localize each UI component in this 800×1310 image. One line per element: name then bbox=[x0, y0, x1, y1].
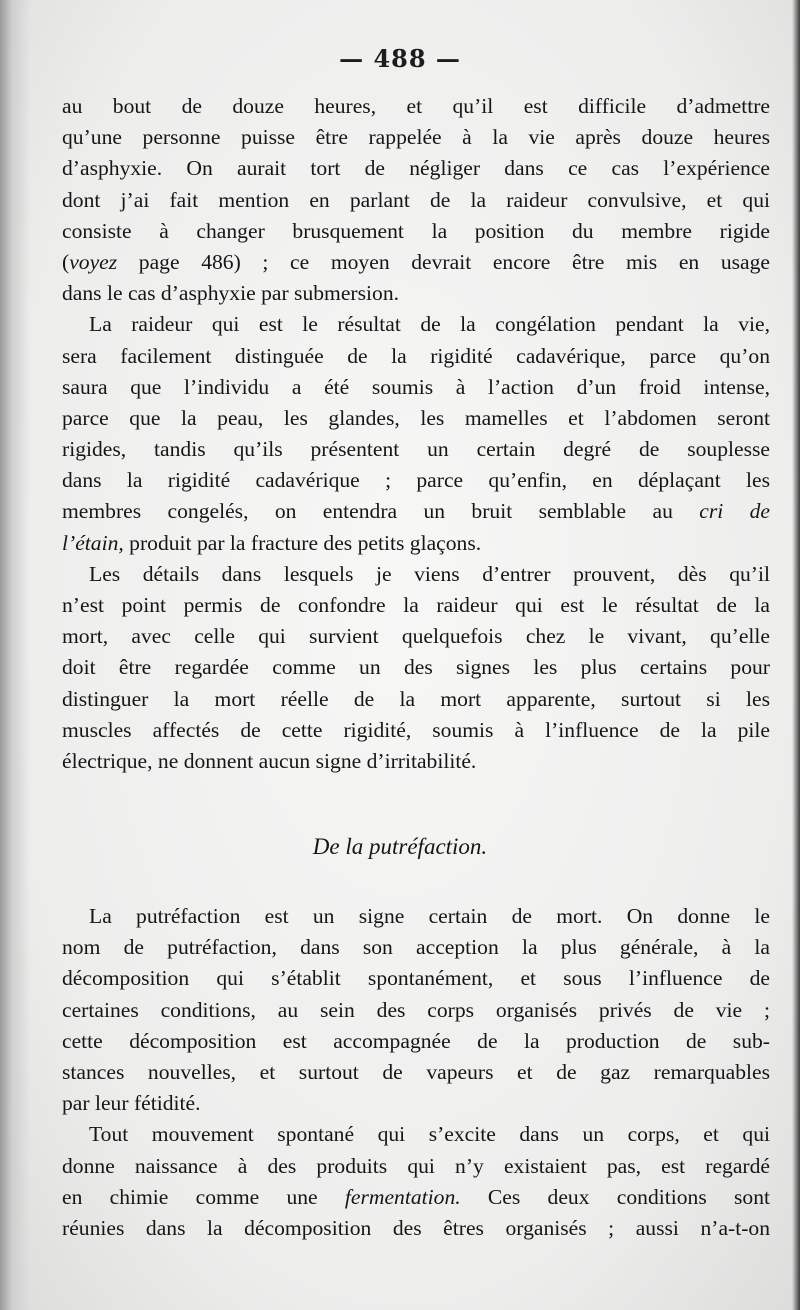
section-heading: De la putréfaction. bbox=[312, 834, 488, 859]
text-line: sera facilement distinguée de la rigidité cadavérique, parce qu’on bbox=[62, 343, 770, 368]
italic-text: cri de bbox=[699, 499, 770, 524]
text-line: stances nouvelles, et surtout de vapeurs et de gaz remarquables bbox=[62, 1059, 770, 1084]
page-number: — 488 — bbox=[339, 44, 461, 73]
text-line: certaines conditions, au sein des corps organisés privés de vie ; bbox=[62, 997, 770, 1022]
text-line: donne naissance à des produits qui n’y existaient pas, est regardé bbox=[62, 1153, 770, 1178]
text-line: saura que l’individu a été soumis à l’action d’un froid intense, bbox=[62, 374, 770, 399]
text-line: Les détails dans lesquels je viens d’entrer prouvent, dès qu’il bbox=[89, 561, 770, 586]
text-line: distinguer la mort réelle de la mort apparente, surtout si les bbox=[62, 686, 770, 711]
text-line: électrique, ne donnent aucun signe d’irritabilité. bbox=[62, 748, 477, 773]
text-line: La putréfaction est un signe certain de mort. On donne le bbox=[89, 904, 770, 928]
text-line: réunies dans la décomposition des êtres organisés ; aussi n’a-t-on bbox=[62, 1215, 770, 1240]
text-line: n’est point permis de confondre la raideur qui est le résultat de la bbox=[62, 593, 770, 617]
text-line: mort, avec celle qui survient quelquefois chez le vivant, qu’elle bbox=[62, 624, 770, 649]
text-line: nom de putréfaction, dans son acception la plus générale, à la bbox=[62, 935, 770, 960]
italic-text: fermentation. bbox=[344, 1184, 461, 1209]
text-line: en chimie comme une fermentation. Ces deux conditions sont bbox=[62, 1184, 770, 1209]
text-line: consiste à changer brusquement la position du membre rigide bbox=[62, 218, 770, 243]
text-line: La raideur qui est le résultat de la congélation pendant la vie, bbox=[89, 312, 770, 337]
text-line: l’étain, produit par la fracture des petits glaçons. bbox=[62, 530, 482, 555]
text-line: rigides, tandis qu’ils présentent un certain degré de souplesse bbox=[62, 437, 770, 462]
italic-text: l’étain, bbox=[62, 530, 124, 555]
text-line: cette décomposition est accompagnée de la production de sub- bbox=[62, 1028, 770, 1053]
text-line: par leur fétidité. bbox=[62, 1091, 201, 1116]
text-block-1 bbox=[62, 91, 770, 777]
text-line: dont j’ai fait mention en parlant de la raideur convulsive, et qui bbox=[62, 187, 770, 212]
text-line: parce que la peau, les glandes, les mamelles et l’abdomen seront bbox=[62, 405, 770, 430]
italic-text: voyez bbox=[69, 249, 118, 274]
text-line: Tout mouvement spontané qui s’excite dans un corps, et qui bbox=[89, 1122, 770, 1147]
text-line: au bout de douze heures, et qu’il est difficile d’admettre bbox=[62, 94, 770, 118]
text-line: d’asphyxie. On aurait tort de négliger dans ce cas l’expérience bbox=[62, 156, 770, 181]
text-line: dans le cas d’asphyxie par submersion. bbox=[62, 281, 400, 306]
text-line: membres congelés, on entendra un bruit semblable au cri de bbox=[62, 499, 770, 524]
text-line: décomposition qui s’établit spontanément, et sous l’influence de bbox=[62, 966, 770, 991]
text-line: doit être regardée comme un des signes les plus certains pour bbox=[62, 655, 770, 680]
text-line: (voyez page 486) ; ce moyen devrait encore être mis en usage bbox=[62, 249, 770, 274]
text-block-2 bbox=[62, 870, 770, 1244]
text-line: muscles affectés de cette rigidité, soumis à l’influence de la pile bbox=[62, 717, 770, 742]
text-line: qu’une personne puisse être rappelée à la vie après douze heures bbox=[62, 125, 770, 150]
text-line: dans la rigidité cadavérique ; parce qu’enfin, en déplaçant les bbox=[62, 468, 770, 493]
